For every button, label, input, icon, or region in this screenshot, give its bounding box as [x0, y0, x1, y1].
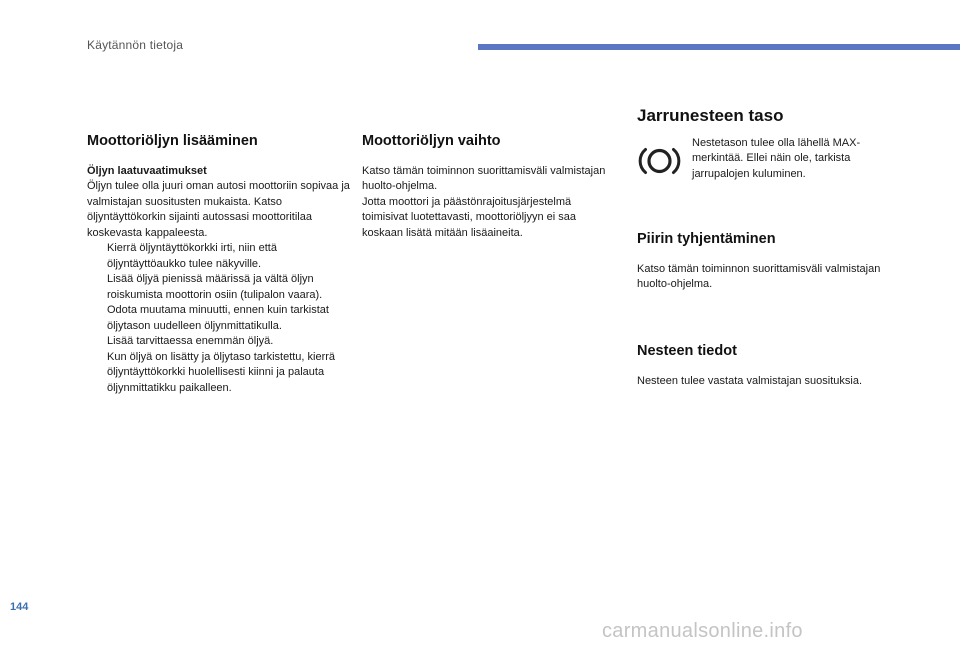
- list-item: [87, 272, 352, 303]
- list-item-text: Lisää tarvittaessa enemmän öljyä.: [107, 335, 274, 347]
- section-title: Käytännön tietoja: [87, 38, 184, 52]
- column-brake-fluid: [637, 106, 907, 387]
- brake-fluid-info: [637, 136, 907, 183]
- list-item-text: Kierrä öljyntäyttökorkki irti, niin että öljyntäyttöaukko tulee näkyville.: [107, 242, 277, 270]
- paragraph-oil-change-interval: Katso tämän toiminnon suorittamisväli valmistajan huolto-ohjelma.: [362, 164, 606, 192]
- instruction-list: [87, 241, 352, 396]
- paragraph-fluid-specs: Nesteen tulee vastata valmistajan suosituksia.: [637, 374, 863, 387]
- header-accent-bar: [478, 44, 960, 50]
- paragraph-oil-quality: Öljyn tulee olla juuri oman autosi moottoriin sopivaa ja valmistajan suositusten mukaista. Katso öljyntäyttökorkin sijainti autossasi moottoritilaa koskevasta kappaleesta.: [87, 180, 350, 239]
- section-fluid-specs: [637, 344, 907, 389]
- heading-oil-adding: Moottoriöljyn lisääminen: [87, 133, 258, 149]
- brake-warning-icon: [637, 144, 682, 178]
- page-number: 144: [10, 601, 29, 613]
- list-item: [87, 350, 352, 397]
- list-item-text: Kun öljyä on lisätty ja öljytaso tarkistettu, kierrä öljyntäyttökorkki huolellisesti kiinni ja palauta öljynmittatikku paikalleen.: [107, 350, 336, 394]
- column-oil-change: [362, 134, 617, 241]
- heading-fluid-specs: Nesteen tiedot: [637, 343, 737, 359]
- paragraph-brake-fluid-level: Nestetason tulee olla lähellä MAX-merkintää. Ellei näin ole, tarkista jarrupalojen kuluminen.: [692, 136, 861, 180]
- subheading-oil-quality: Öljyn laatuvaatimukset: [87, 164, 207, 177]
- list-item: [87, 303, 352, 334]
- paragraph-oil-additives: Jotta moottori ja päästönrajoitusjärjestelmä toimisivat luotettavasti, moottoriöljyyn ei saa koskaan lisätä mitään lisäaineita.: [362, 195, 576, 239]
- watermark: carmanualsonline.info: [602, 620, 803, 642]
- list-item-text: Lisää öljyä pienissä määrissä ja vältä öljyn roiskumista moottorin osiin (tulipalon vaara).: [107, 273, 323, 301]
- section-circuit-drain: [637, 232, 907, 293]
- list-item: [87, 241, 352, 272]
- list-item: [87, 334, 352, 350]
- column-oil-adding: [87, 134, 352, 396]
- list-item-text: Odota muutama minuutti, ennen kuin tarkistat öljytason uudelleen öljynmittatikulla.: [107, 304, 329, 332]
- heading-oil-change: Moottoriöljyn vaihto: [362, 133, 501, 149]
- heading-circuit-drain: Piirin tyhjentäminen: [637, 231, 776, 247]
- paragraph-circuit-drain: Katso tämän toiminnon suorittamisväli valmistajan huolto-ohjelma.: [637, 262, 881, 290]
- heading-brake-fluid-level: Jarrunesteen taso: [637, 106, 784, 125]
